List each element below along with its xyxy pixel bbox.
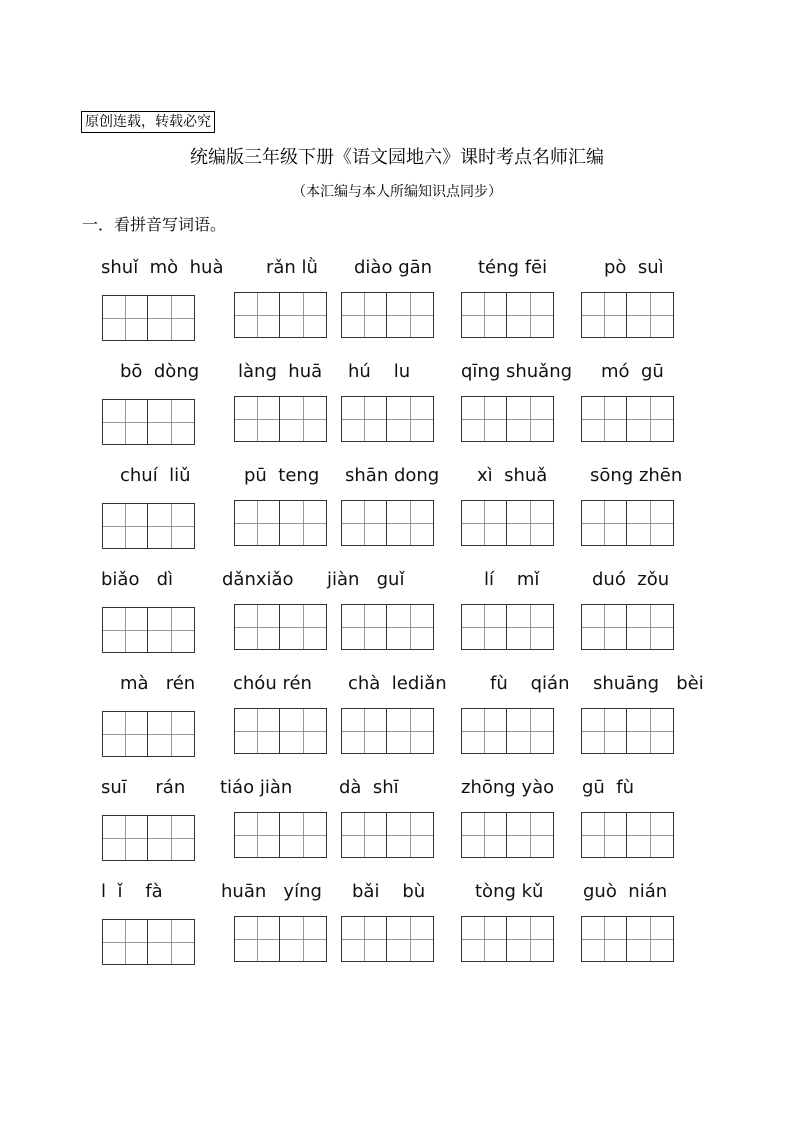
writing-box[interactable]: [341, 604, 434, 650]
pinyin-label: shān dong: [345, 465, 440, 486]
pinyin-label: chóu rén: [233, 673, 312, 694]
pinyin-label: dà shī: [339, 777, 399, 798]
writing-box[interactable]: [234, 292, 327, 338]
writing-box[interactable]: [341, 708, 434, 754]
pinyin-label: duó zǒu: [592, 569, 670, 590]
writing-box[interactable]: [461, 292, 554, 338]
pinyin-label: chà lediǎn: [348, 673, 447, 694]
pinyin-label: lí mǐ: [484, 569, 540, 590]
pinyin-label: shuāng bèi: [593, 673, 704, 694]
pinyin-label: rǎn lǜ: [266, 257, 318, 278]
pinyin-label: téng fēi: [478, 257, 548, 278]
pinyin-label: fù qián: [490, 673, 570, 694]
writing-box[interactable]: [234, 500, 327, 546]
writing-box[interactable]: [581, 916, 674, 962]
page-subtitle: （本汇编与本人所编知识点同步）: [292, 184, 502, 200]
writing-box[interactable]: [102, 295, 195, 341]
writing-box[interactable]: [341, 812, 434, 858]
writing-box[interactable]: [581, 708, 674, 754]
writing-box[interactable]: [461, 604, 554, 650]
writing-box[interactable]: [234, 708, 327, 754]
writing-box[interactable]: [102, 607, 195, 653]
pinyin-label: suī rán: [101, 777, 186, 798]
pinyin-label: làng huā: [238, 361, 323, 382]
pinyin-label: dǎnxiǎo: [222, 569, 294, 590]
pinyin-label: diào gān: [354, 257, 433, 278]
pinyin-label: tiáo jiàn: [220, 777, 293, 798]
pinyin-label: qīng shuǎng: [461, 361, 573, 382]
writing-box[interactable]: [581, 500, 674, 546]
pinyin-label: gū fù: [582, 777, 635, 798]
writing-box[interactable]: [341, 500, 434, 546]
writing-box[interactable]: [102, 919, 195, 965]
writing-box[interactable]: [102, 399, 195, 445]
writing-box[interactable]: [461, 500, 554, 546]
writing-box[interactable]: [234, 604, 327, 650]
writing-box[interactable]: [461, 916, 554, 962]
pinyin-label: huān yíng: [221, 881, 322, 902]
writing-box[interactable]: [102, 711, 195, 757]
writing-box[interactable]: [341, 396, 434, 442]
pinyin-label: hú lu: [348, 361, 411, 382]
writing-box[interactable]: [581, 812, 674, 858]
pinyin-label: zhōng yào: [461, 777, 555, 798]
pinyin-label: xì shuǎ: [477, 465, 548, 486]
pinyin-label: jiàn guǐ: [327, 569, 405, 590]
pinyin-label: shuǐ mò huà: [101, 257, 224, 278]
pinyin-label: mó gū: [601, 361, 664, 382]
writing-box[interactable]: [102, 503, 195, 549]
writing-box[interactable]: [581, 604, 674, 650]
pinyin-label: mà rén: [120, 673, 196, 694]
writing-box[interactable]: [461, 708, 554, 754]
pinyin-label: chuí liǔ: [120, 465, 191, 486]
writing-box[interactable]: [341, 292, 434, 338]
writing-box[interactable]: [102, 815, 195, 861]
writing-box[interactable]: [234, 812, 327, 858]
writing-box[interactable]: [581, 396, 674, 442]
page-title: 统编版三年级下册《语文园地六》课时考点名师汇编: [190, 147, 604, 168]
pinyin-label: biǎo dì: [101, 569, 174, 590]
writing-box[interactable]: [341, 916, 434, 962]
pinyin-label: pū teng: [244, 465, 320, 486]
pinyin-label: guò nián: [583, 881, 668, 902]
writing-box[interactable]: [234, 396, 327, 442]
writing-box[interactable]: [461, 812, 554, 858]
pinyin-label: tòng kǔ: [475, 881, 544, 902]
pinyin-label: bō dòng: [120, 361, 200, 382]
pinyin-label: bǎi bù: [352, 881, 426, 902]
section-heading: 一．看拼音写词语。: [82, 215, 227, 234]
writing-box[interactable]: [234, 916, 327, 962]
writing-box[interactable]: [461, 396, 554, 442]
writing-box[interactable]: [581, 292, 674, 338]
pinyin-label: sōng zhēn: [590, 465, 683, 486]
pinyin-label: pò suì: [604, 257, 664, 278]
copyright-tag: 原创连载，转载必究: [81, 111, 215, 133]
pinyin-label: l ǐ fà: [101, 881, 163, 902]
